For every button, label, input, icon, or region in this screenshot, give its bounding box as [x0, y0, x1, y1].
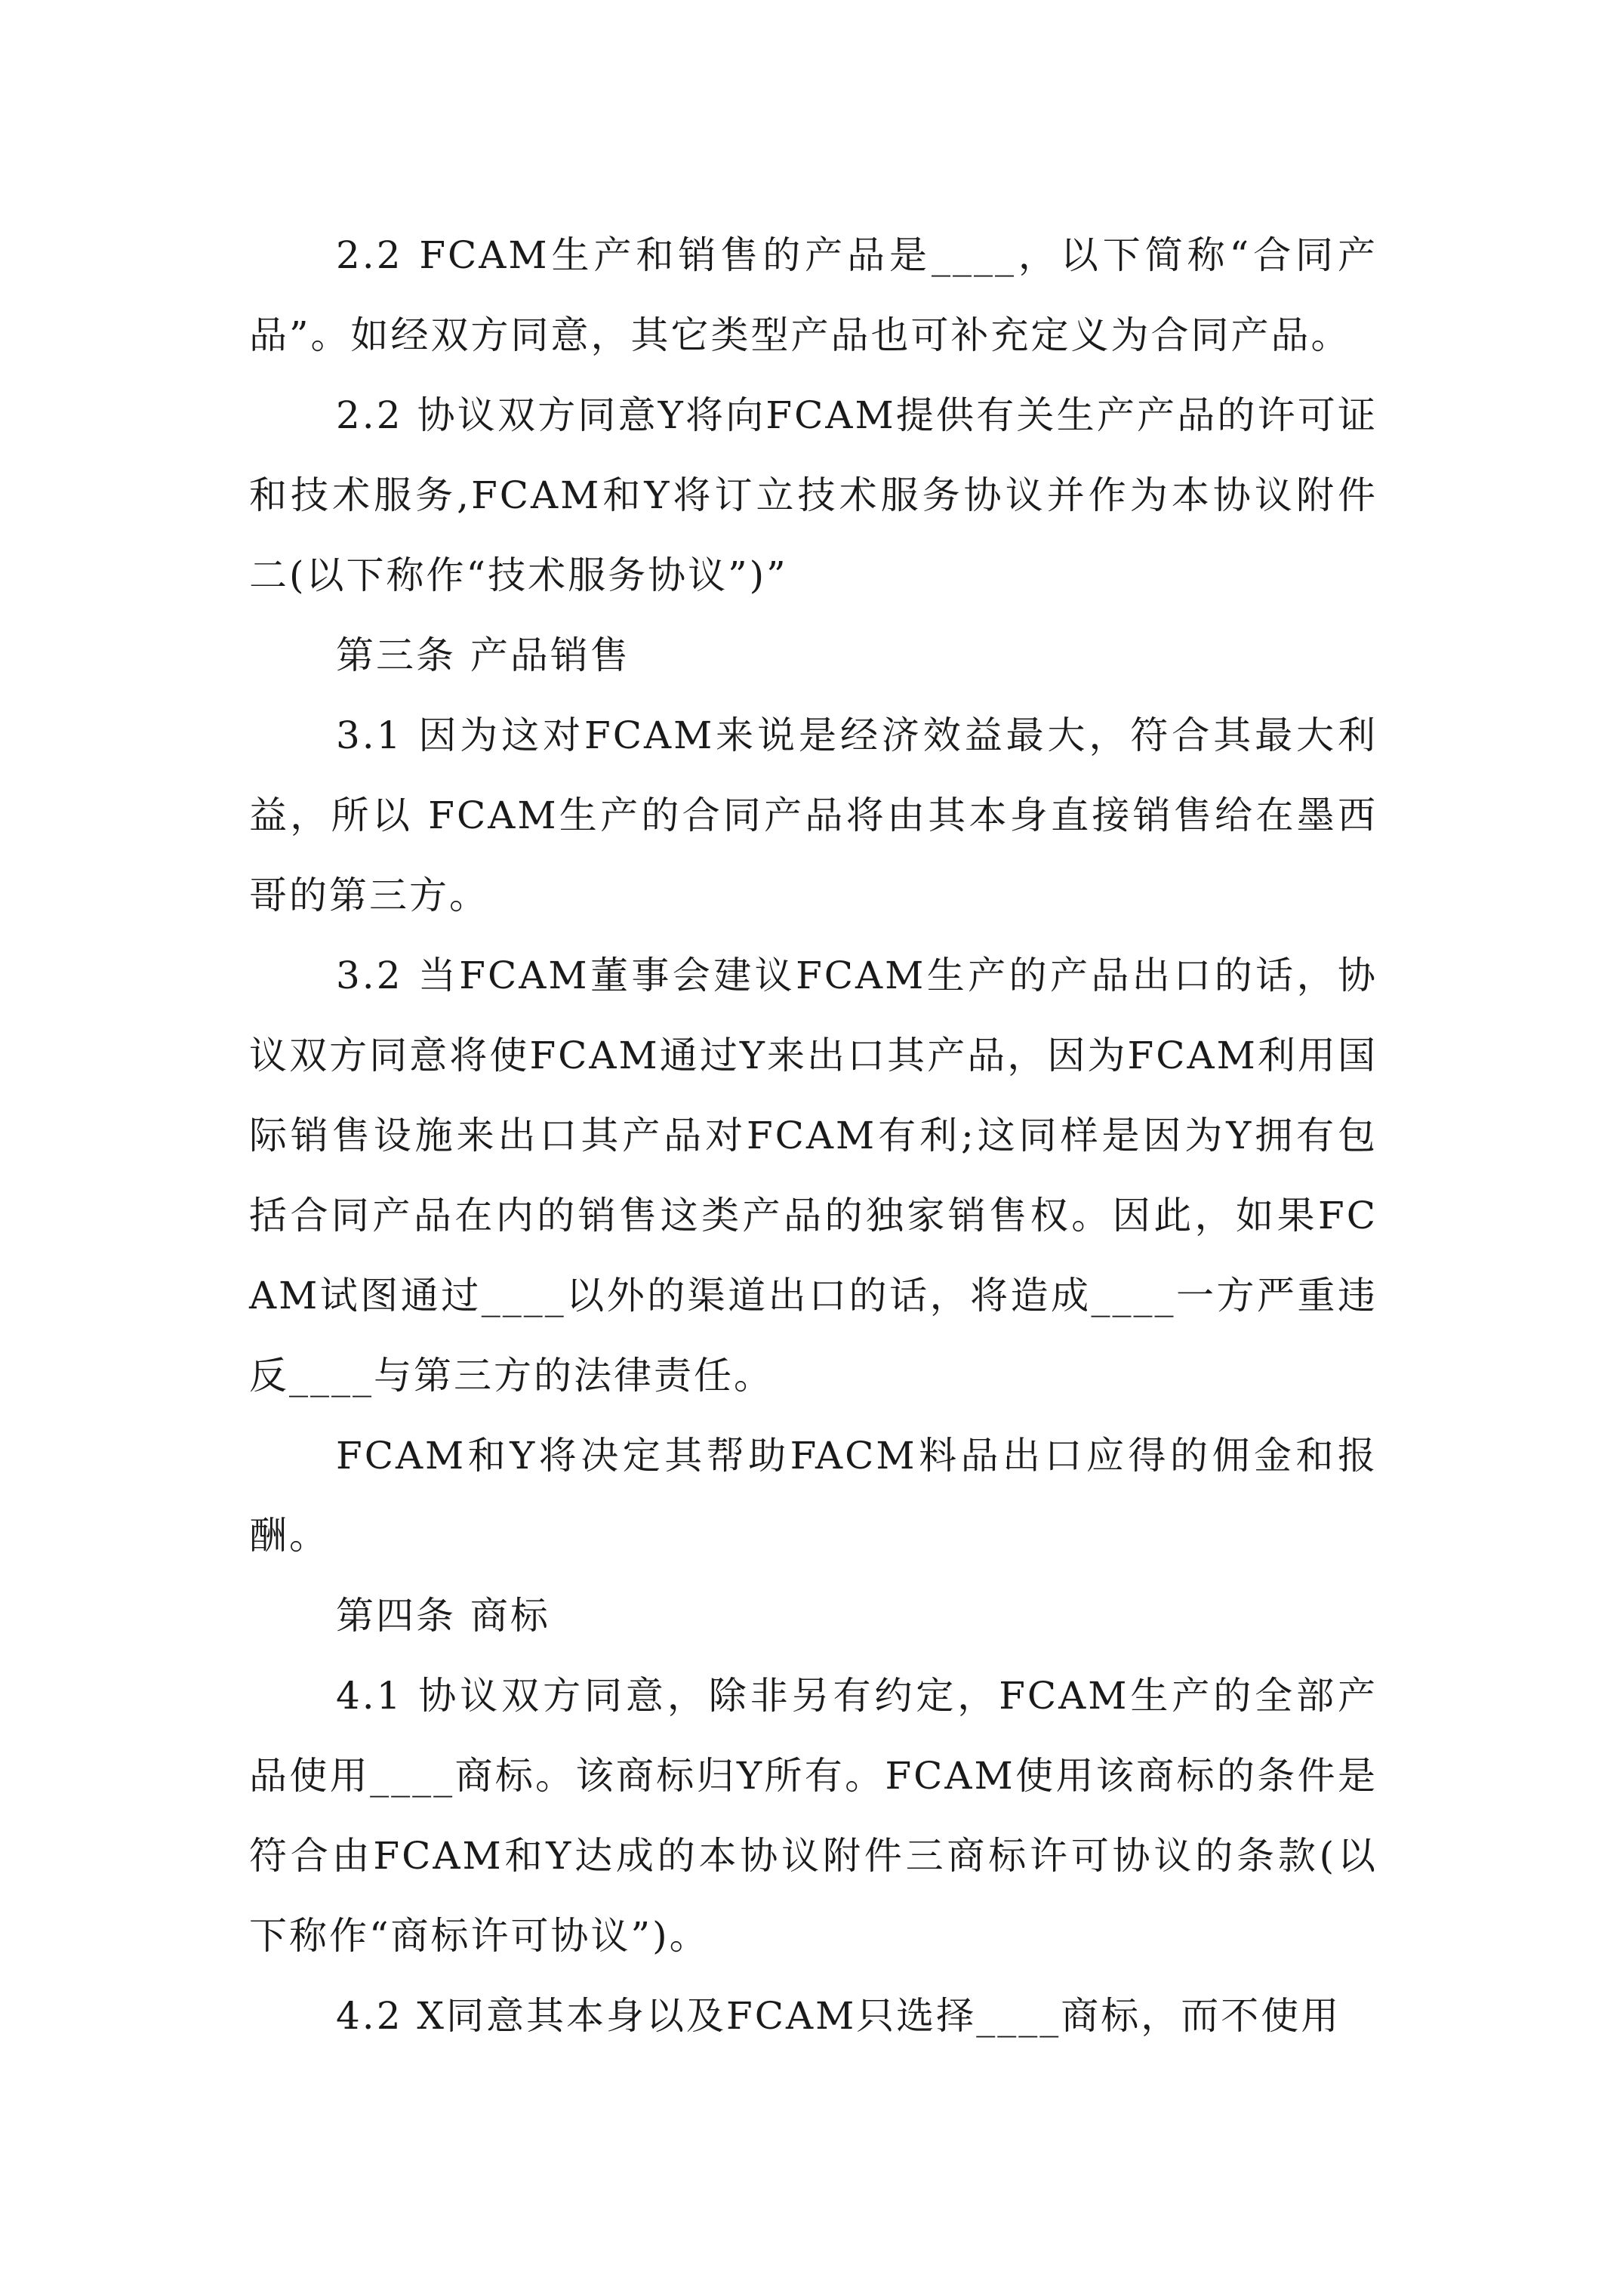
- paragraph-4-1: 4.1 协议双方同意，除非另有约定，FCAM生产的全部产品使用____商标。该商标归Y所有。FCAM使用该商标的条件是符合由FCAM和Y达成的本协议附件三商标许可协议的条款(以下称作“商标许可协议”)。: [249, 1674, 1378, 1958]
- paragraph-3-1: 3.1 因为这对FCAM来说是经济效益最大，符合其最大利益，所以 FCAM生产的合同产品将由其本身直接销售给在墨西哥的第三方。: [249, 713, 1378, 917]
- paragraph-4-2: 4.2 X同意其本身以及FCAM只选择____商标，而不使用: [336, 1994, 1341, 2038]
- article-3-heading: 第三条 产品销售: [336, 633, 630, 677]
- paragraph-3-2: 3.2 当FCAM董事会建议FCAM生产的产品出口的话，协议双方同意将使FCAM通过Y来出口其产品，因为FCAM利用国际销售设施来出口其产品对FCAM有利;这同样是因为Y拥有包括合同产品在内的销售这类产品的独家销售权。因此，如果FCAM试图通过____以外的渠道出口的话，将造成____一方严重违反____与第三方的法律责任。: [249, 954, 1378, 1398]
- paragraph-2-2-contract-products: 2.2 FCAM生产和销售的产品是____，以下简称“合同产品”。如经双方同意，其它类型产品也可补充定义为合同产品。: [249, 233, 1378, 357]
- document-body: [249, 215, 1378, 2056]
- paragraph-commission: FCAM和Y将决定其帮助FACM料品出口应得的佣金和报酬。: [249, 1434, 1378, 1558]
- paragraph-2-2-technical-services: 2.2 协议双方同意Y将向FCAM提供有关生产产品的许可证和技术服务,FCAM和Y将订立技术服务协议并作为本协议附件二(以下称作“技术服务协议”)”: [249, 393, 1378, 597]
- article-4-heading: 第四条 商标: [336, 1594, 550, 1638]
